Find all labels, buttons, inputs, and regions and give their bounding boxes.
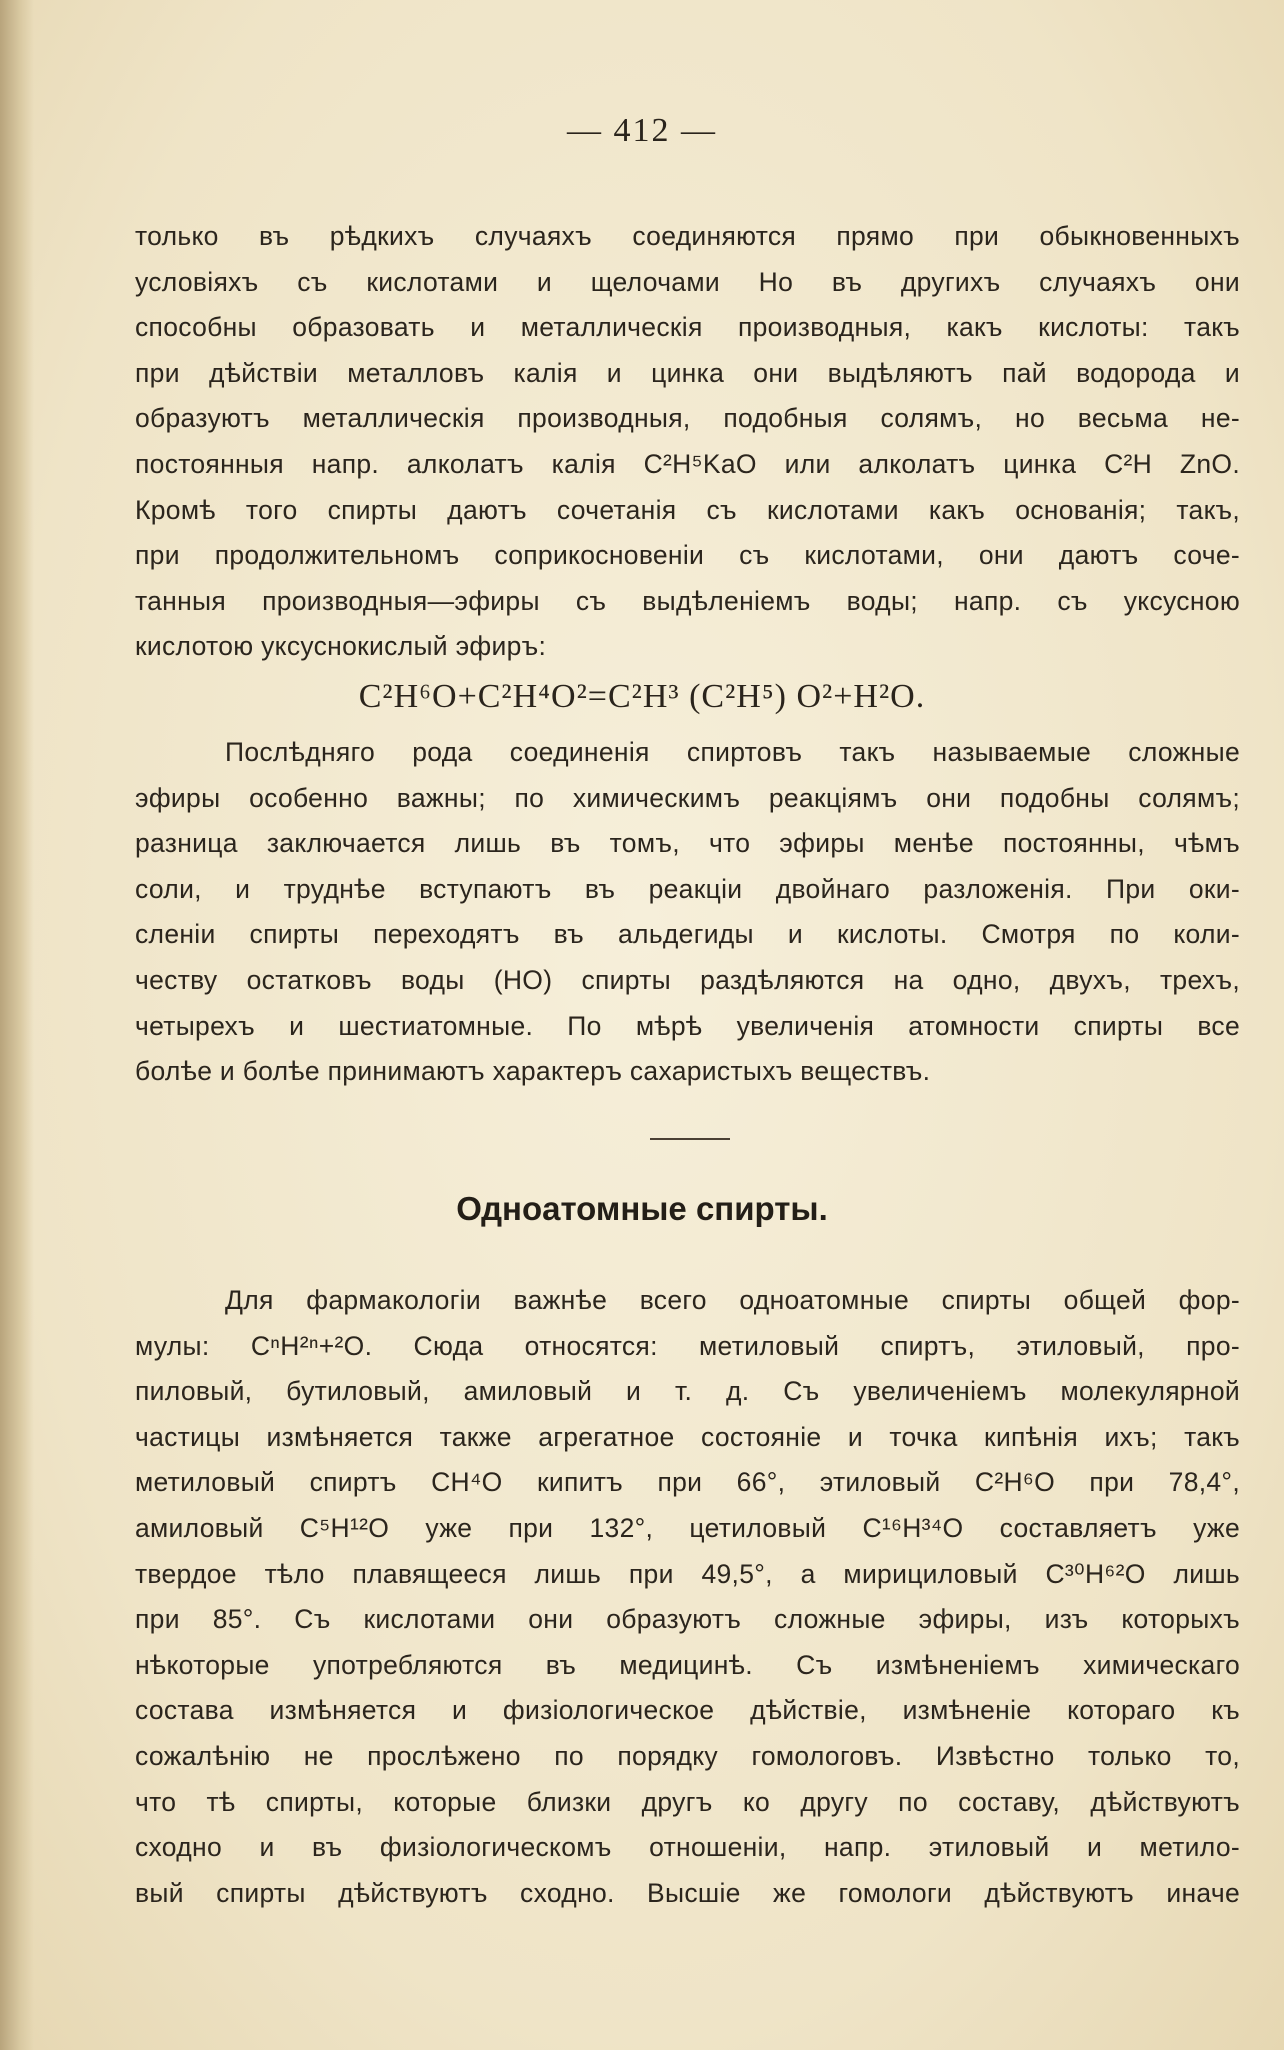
text-line: сходно и въ физіологическомъ отношеніи, напр. этиловый и метило- <box>135 1832 1240 1863</box>
text-line: при 85°. Съ кислотами они образуютъ сложные эфиры, изъ которыхъ <box>135 1604 1240 1635</box>
text-line: Для фармакологіи важнѣе всего одноатомные спирты общей фор- <box>225 1285 1240 1315</box>
text-line: твердое тѣло плавящееся лишь при 49,5°, а мирициловый C³⁰H⁶²O лишь <box>135 1558 1240 1589</box>
text-line: Послѣдняго рода соединенія спиртовъ такъ называемые сложные <box>225 737 1240 767</box>
text-line: Кромѣ того спирты даютъ сочетанія съ кислотами какъ основанія; такъ, <box>135 494 1240 525</box>
text-line: что тѣ спирты, которые близки другъ ко другу по составу, дѣйствуютъ <box>135 1786 1240 1817</box>
text-line: состава измѣняется и физіологическое дѣйствіе, измѣненіе котораго къ <box>135 1695 1240 1726</box>
text-line: соли, и труднѣе вступаютъ въ реакціи двойнаго разложенія. При оки- <box>135 873 1240 904</box>
paragraph-3 <box>135 1278 1240 1916</box>
text-line: условіяхъ съ кислотами и щелочами Но въ другихъ случаяхъ они <box>135 266 1240 297</box>
page-number: — 412 — <box>567 112 717 149</box>
paragraph-1 <box>135 214 1240 670</box>
text-line: сожалѣнію не прослѣжено по порядку гомологовъ. Извѣстно только то, <box>135 1740 1240 1771</box>
text-line: постоянныя напр. алколатъ калія C²H⁵KaO или алколатъ цинка C²H ZnO. <box>135 448 1240 479</box>
text-line: танныя производныя—эфиры съ выдѣленіемъ воды; напр. съ уксусною <box>135 585 1240 616</box>
text-line: частицы измѣняется также агрегатное состояніе и точка кипѣнія ихъ; такъ <box>135 1421 1240 1452</box>
text-line: метиловый спиртъ CH⁴O кипитъ при 66°, этиловый C²H⁶O при 78,4°, <box>135 1467 1240 1498</box>
text-line: мулы: CⁿH²ⁿ+²O. Сюда относятся: метиловый спиртъ, этиловый, про- <box>135 1330 1240 1361</box>
text-line: четырехъ и шестиатомные. По мѣрѣ увеличенія атомности спирты все <box>135 1010 1240 1041</box>
chemical-formula: C²H⁶O+C²H⁴O²=C²H³ (C²H⁵) O²+H²O. <box>358 678 926 715</box>
text-line: разница заключается лишь въ томъ, что эфиры менѣе постоянны, чѣмъ <box>135 828 1240 859</box>
text-line: способны образовать и металлическія производныя, какъ кислоты: такъ <box>135 312 1240 343</box>
text-line: только въ рѣдкихъ случаяхъ соединяются прямо при обыкновенныхъ <box>135 221 1240 251</box>
text-line: при продолжительномъ соприкосновеніи съ кислотами, они даютъ соче- <box>135 540 1240 571</box>
text-line: пиловый, бутиловый, амиловый и т. д. Съ увеличеніемъ молекулярной <box>135 1376 1240 1407</box>
text-line: сленіи спирты переходятъ въ альдегиды и кислоты. Смотря по коли- <box>135 919 1240 950</box>
text-line: кислотою уксуснокислый эфиръ: <box>135 631 547 662</box>
text-line: образуютъ металлическія производныя, подобныя солямъ, но весьма не- <box>135 403 1240 434</box>
section-divider <box>650 1138 730 1140</box>
text-line: болѣе и болѣе принимаютъ характеръ сахаристыхъ веществъ. <box>135 1056 931 1087</box>
text-line: честву остатковъ воды (HO) спирты раздѣляются на одно, двухъ, трехъ, <box>135 964 1240 995</box>
text-line: эфиры особенно важны; по химическимъ реакціямъ они подобны солямъ; <box>135 782 1240 813</box>
text-line: вый спирты дѣйствуютъ сходно. Высшіе же гомологи дѣйствуютъ иначе <box>135 1877 1240 1908</box>
text-line: при дѣйствіи металловъ калія и цинка они выдѣляютъ пай водорода и <box>135 357 1240 388</box>
page-spine-shadow <box>0 0 34 2050</box>
text-line: нѣкоторые употребляются въ медицинѣ. Съ измѣненіемъ химическаго <box>135 1649 1240 1680</box>
section-heading: Одноатомные спирты. <box>456 1190 828 1227</box>
paragraph-2 <box>135 730 1240 1095</box>
text-line: амиловый C⁵H¹²O уже при 132°, цетиловый C¹⁶H³⁴O составляетъ уже <box>135 1512 1240 1543</box>
